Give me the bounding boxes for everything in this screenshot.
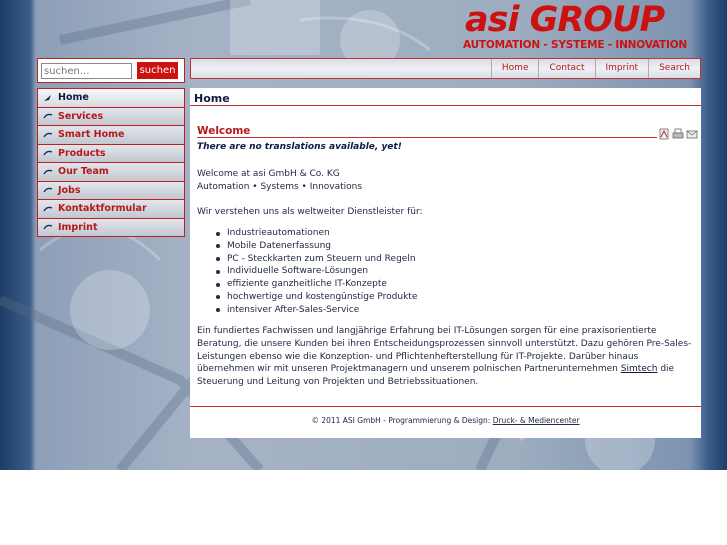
list-item: effiziente ganzheitliche IT-Konzepte: [227, 278, 417, 291]
sidebar-item-label: Jobs: [58, 184, 81, 196]
sidebar-item-label: Smart Home: [58, 129, 125, 141]
heading-divider: [197, 137, 657, 138]
logo-tagline: AUTOMATION - SYSTEME - INNOVATION: [463, 39, 688, 51]
closing-text: Ein fundiertes Fachwissen und langjährige Erfahrung bei IT-Lösungen sorgen für eine praxisorientierte Beratung, die unsere Kunden bei ihren Entscheidungsprozessen sinnvoll unterstützt. Dazu gehören Pre-Sales-Leistungen ebenso wie die Konzeption- und Pflichtenhefterstellung für IT-Projekte. Darüber hinaus übernehmen wir mit unseren Projektmanagern und unserem polnischen Partnerunternehmen: [197, 326, 692, 375]
intro-line: Welcome at asi GmbH & Co. KG: [197, 169, 340, 179]
translation-notice: There are no translations available, yet!: [197, 142, 402, 152]
topnav-imprint-link[interactable]: Imprint: [595, 59, 649, 78]
sidebar-item-smart-home[interactable]: [38, 126, 184, 145]
list-item: Industrieautomationen: [227, 227, 417, 240]
closing-text-end: die Steuerung und Leitung von Projekten und Betriebssituationen.: [197, 364, 675, 388]
sidebar-item-jobs[interactable]: [38, 182, 184, 201]
topnav-home-link[interactable]: Home: [491, 59, 539, 78]
pdf-icon[interactable]: [658, 125, 670, 137]
search-box: [37, 58, 185, 83]
sidebar-item-label: Home: [58, 92, 89, 104]
topnav-search-link[interactable]: Search: [648, 59, 700, 78]
curved-arrow-icon: [43, 167, 53, 177]
document-actions: [658, 125, 698, 137]
search-input[interactable]: [41, 63, 132, 79]
email-icon[interactable]: [686, 125, 698, 137]
closing-paragraph: [197, 325, 697, 389]
curved-arrow-icon: [43, 111, 53, 121]
curved-arrow-icon: [43, 130, 53, 140]
sidebar-item-imprint[interactable]: [38, 219, 184, 237]
footer-designer-link[interactable]: Druck- & Mediencenter: [492, 416, 580, 425]
sidebar-item-label: Products: [58, 147, 106, 159]
search-button[interactable]: suchen: [137, 62, 178, 79]
print-icon[interactable]: [672, 125, 684, 137]
main-content: [190, 88, 701, 438]
active-arrow-icon: [43, 93, 53, 103]
sidebar-item-label: Kontaktformular: [58, 203, 147, 215]
sidebar-item-kontaktformular[interactable]: [38, 200, 184, 219]
footer: [190, 416, 701, 425]
list-item: Individuelle Software-Lösungen: [227, 265, 417, 278]
list-item: hochwertige und kostengünstige Produkte: [227, 291, 418, 302]
sidebar-item-products[interactable]: [38, 145, 184, 164]
services-list: [197, 227, 417, 316]
intro-tagline: Automation • Systems • Innovations: [197, 182, 363, 192]
sidebar-item-home[interactable]: [38, 89, 184, 108]
sidebar-item-label: Imprint: [58, 221, 98, 233]
curved-arrow-icon: [43, 148, 53, 158]
logo[interactable]: [463, 0, 688, 52]
title-divider: [190, 105, 701, 106]
services-intro: Wir verstehen uns als weltweiter Dienstleister für:: [197, 207, 423, 217]
sidebar-item-our-team[interactable]: [38, 163, 184, 182]
sidebar-menu: [37, 88, 185, 237]
footer-divider: [190, 406, 701, 407]
list-item: intensiver After-Sales-Service: [227, 304, 417, 317]
list-item: PC - Steckkarten zum Steuern und Regeln: [227, 253, 416, 264]
article-heading: Welcome: [197, 125, 251, 137]
sidebar-item-label: Our Team: [58, 166, 109, 178]
curved-arrow-icon: [43, 204, 53, 214]
sidebar-item-services[interactable]: [38, 108, 184, 127]
list-item: Mobile Datenerfassung: [227, 240, 417, 253]
curved-arrow-icon: [43, 222, 53, 232]
curved-arrow-icon: [43, 185, 53, 195]
footer-copyright: © 2011 ASI GmbH - Programmierung & Design:: [311, 416, 491, 425]
sidebar-item-label: Services: [58, 110, 104, 122]
simtech-link[interactable]: Simtech: [620, 364, 658, 375]
topnav-contact-link[interactable]: Contact: [538, 59, 594, 78]
top-navigation: [190, 58, 701, 79]
page-title: Home: [194, 92, 230, 105]
logo-brand: asi GROUP: [465, 0, 665, 40]
